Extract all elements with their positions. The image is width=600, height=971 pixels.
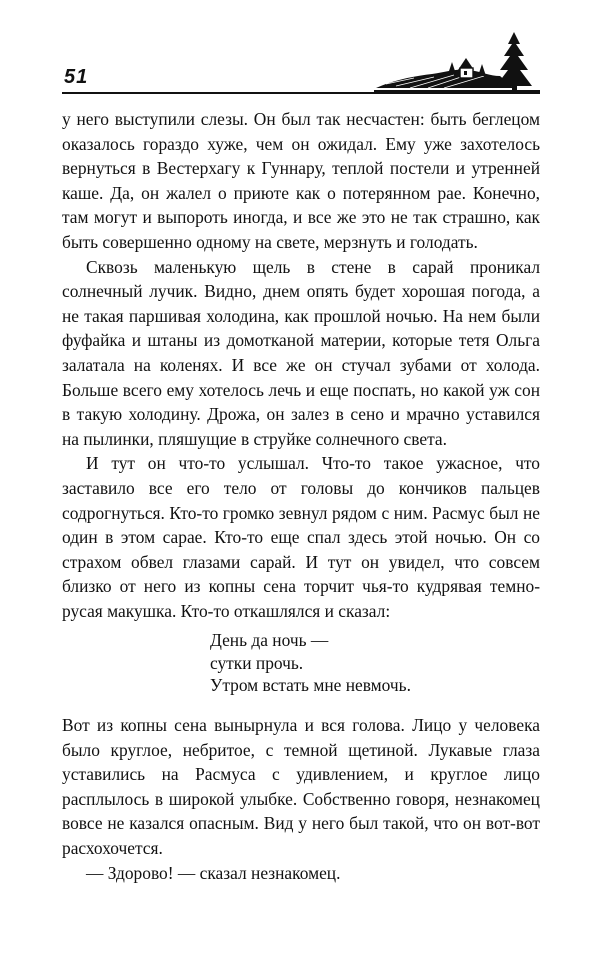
paragraph-1: у него выступили слезы. Он был так несчастен: быть беглецом оказалось гораздо хуже, чем он ожидал. Ему уже захотелось вернуться в Вестерхагу к Гуннару, теплой постели и утренней каше. Да, он жалел о приюте как о потерянном рае. Конечно, там могут и выпороть иногда, и все же это не так страшно, как быть совершенно одному на свете, мерзнуть и голодать. <box>62 109 540 252</box>
verse-line: Утром встать мне невмочь. <box>210 675 411 696</box>
landscape-ornament-icon <box>374 30 540 94</box>
page-header <box>62 30 540 98</box>
dialogue-line: — Здорово! — сказал незнакомец. <box>86 862 341 883</box>
verse-line: сутки прочь. <box>210 652 304 673</box>
paragraph-2: Сквозь маленькую щель в стене в сарай проникал солнечный лучик. Видно, днем опять будет хорошая погода, а не такая паршивая холодина, как прошлой ночью. На нем были фуфайка и штаны из домотканой материи, которые тетя Ольга залатала на коленях. И все же он стучал зубами от холода. Больше всего ему хотелось лечь и еще поспать, но какой уж сон в такую холодину. Дрожа, он залез в сено и мрачно уставился на пылинки, пляшущие в струйке солнечного света. <box>62 256 540 449</box>
body-text <box>62 107 540 885</box>
header-rule <box>62 92 540 94</box>
paragraph-4: Вот из копны сена вынырнула и вся голова. Лицо у человека было круглое, небритое, с темной щетиной. Лукавые глаза уставились на Расмуса с удивлением, и круглое лицо расплылось в широкой улыбке. Собственно говоря, незнакомец вовсе не казался опасным. Вид у него был такой, что он вот-вот расхохочется. <box>62 714 540 858</box>
verse-line: День да ночь — <box>210 630 329 651</box>
paragraph-3: И тут он что-то услышал. Что-то такое ужасное, что заставило все его тело от головы до кончиков пальцев содрогнуться. Кто-то громко зевнул рядом с ним. Расмус был не один в этом сарае. Кто-то еще спал здесь этой ночью. Он со страхом обвел глазами сарай. И тут он увидел, что совсем близко от него из копны сена торчит чья-то кудрявая темно-русая макушка. Кто-то откашлялся и сказал: <box>62 453 540 621</box>
verse-block <box>210 629 540 697</box>
page-number: 51 <box>64 66 89 88</box>
